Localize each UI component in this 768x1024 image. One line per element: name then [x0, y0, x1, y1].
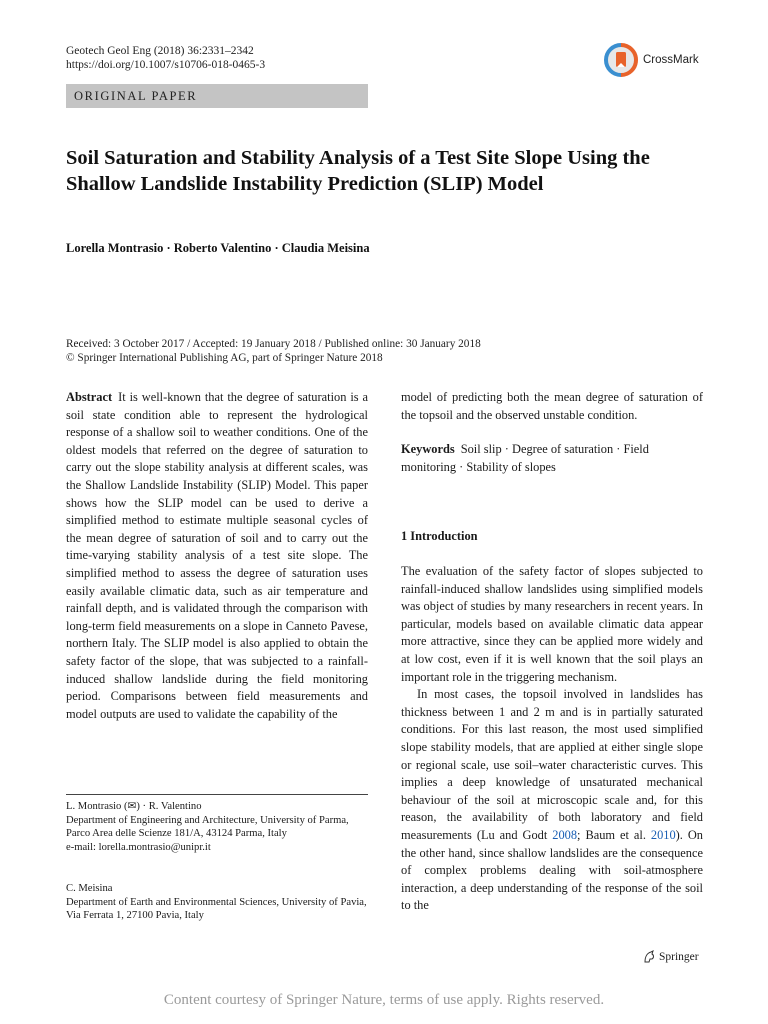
publisher-name: Springer	[659, 951, 699, 963]
citation-link-baum[interactable]: 2010	[650, 827, 676, 842]
intro-paragraph-2-text-a: In most cases, the topsoil involved in landslides has thickness between 1 and 2 m and is in partially saturated conditions. For this last reason, the most used simplified slope stability models, that are applied at either single slope or regional scale, use soil–water characteristic curves. This implies a deep knowledge of unsaturated mechanical behaviour of the soil at microscopic scale and, for this reason, the availability of both laboratory and field measurements (Lu and Godt	[401, 687, 703, 842]
affiliation-names: L. Montrasio (✉) · R. Valentino	[66, 801, 202, 812]
keywords-heading: Keywords	[401, 442, 455, 456]
affiliation-block-parma	[66, 800, 368, 854]
introduction-body	[401, 563, 703, 915]
affiliation-block-pavia	[66, 882, 368, 923]
doi-link[interactable]: https://doi.org/10.1007/s10706-018-0465-3	[66, 59, 266, 71]
intro-paragraph-2-text-c: ). On the other hand, since shallow landslides are the consequence of complex problems dealing with soil-atmosphere interaction, a deep understanding of the response of the soil to the	[401, 827, 703, 913]
crossmark-label: CrossMark	[643, 54, 699, 66]
keywords-text: Soil slip · Degree of saturation · Field monitoring · Stability of slopes	[401, 442, 649, 474]
crossmark-icon	[603, 42, 639, 78]
author-email[interactable]: e-mail: lorella.montrasio@unipr.it	[66, 841, 211, 853]
springer-horse-icon	[642, 950, 656, 964]
journal-reference: Geotech Geol Eng (2018) 36:2331–2342	[66, 45, 254, 57]
publication-dates: Received: 3 October 2017 / Accepted: 19 January 2018 / Published online: 30 January 2018	[66, 338, 481, 350]
courtesy-watermark: Content courtesy of Springer Nature, terms of use apply. Rights reserved.	[163, 992, 605, 1008]
paper-type-banner	[66, 84, 368, 108]
copyright-notice: © Springer International Publishing AG, part of Springer Nature 2018	[66, 352, 383, 364]
abstract-text: It is well-known that the degree of saturation is a soil state condition able to represent the hydrological response of a shallow soil to weather conditions. One of the oldest models that referred on the degree of saturation to carry out the slope stability analysis at different scales, was the Shallow Landslide Instability (SLIP) Model. This paper shows how the SLIP model can be used to derive a simplified method to estimate multiple seasonal cycles of the mean degree of saturation of soil and to carry out the time-varying stability analysis of a test site slope. The simplified method to assess the degree of saturation uses easily available climatic data, such as air temperature and rainfall depth, and is validated through the comparison with long-term field measurements on a slope in Canneto Pavese, northern Italy. The SLIP model is also applied to obtain the safety factor of the slope, that was subjected to a rainfall-induced shallow landslide during the field monitoring period. Comparisons between field measurements and model outputs are used to validate the capability of the	[66, 390, 368, 721]
affiliation-names: C. Meisina	[66, 883, 113, 894]
paper-type-label: ORIGINAL PAPER	[74, 89, 198, 103]
affiliation-department: Department of Engineering and Architecture, University of Parma, Parco Area delle Scienze 181/A, 43124 Parma, Italy	[66, 814, 349, 839]
section-heading-introduction: 1 Introduction	[401, 529, 478, 543]
abstract-heading: Abstract	[66, 390, 113, 404]
abstract-continuation-text: model of predicting both the mean degree of saturation of the topsoil and the observed unstable condition.	[401, 390, 703, 422]
affiliation-divider	[66, 794, 368, 795]
abstract-continuation	[401, 389, 703, 424]
abstract-section	[66, 389, 368, 723]
keywords-section	[401, 441, 703, 476]
intro-paragraph-1: The evaluation of the safety factor of slopes subjected to rainfall-induced shallow landslides using simplified models was object of studies by many researchers in recent years. In particular, models based on available climatic data appear more attractive, since they can be applied more widely and at low cost, even if it is well known that the soil plays an important role in the triggering mechanism.	[401, 564, 703, 684]
affiliation-department: Department of Earth and Environmental Sciences, University of Pavia, Via Ferrata 1, 27100 Pavia, Italy	[66, 896, 367, 921]
intro-paragraph-2-text-b: ; Baum et al.	[577, 827, 651, 842]
citation-link-lu-godt[interactable]: 2008	[552, 827, 578, 842]
intro-paragraph-2	[401, 686, 703, 915]
article-title: Soil Saturation and Stability Analysis of a Test Site Slope Using the Shallow Landslide Instability Prediction (SLIP) Model	[66, 147, 650, 195]
publisher-logo	[642, 950, 699, 964]
crossmark-badge[interactable]	[603, 42, 699, 78]
author-list: Lorella Montrasio · Roberto Valentino · Claudia Meisina	[66, 241, 370, 255]
